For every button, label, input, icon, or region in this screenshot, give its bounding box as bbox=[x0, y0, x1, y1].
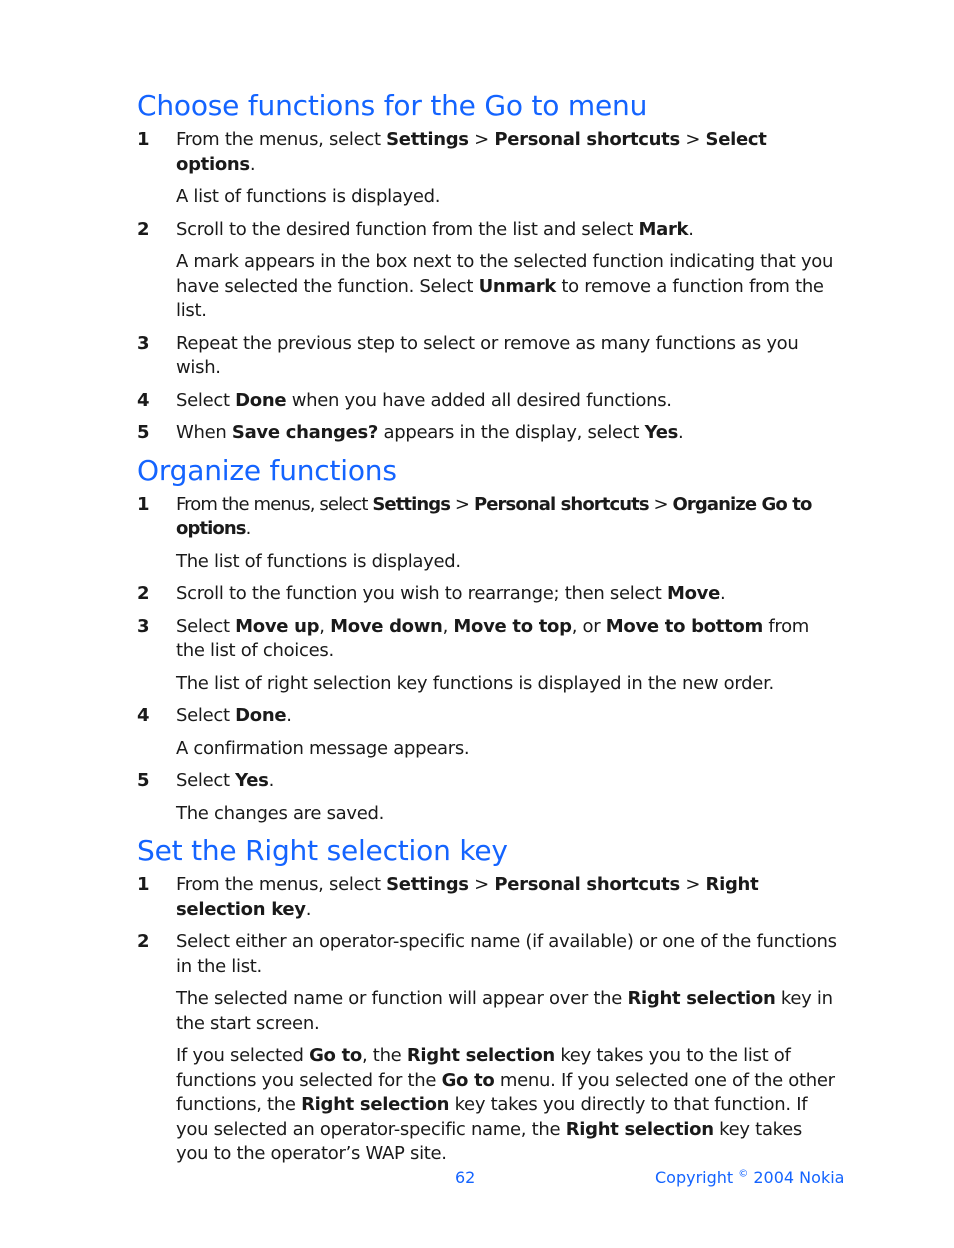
step-item bbox=[137, 128, 837, 177]
step-item bbox=[137, 493, 837, 542]
step-text: , bbox=[442, 615, 454, 637]
menu-term: Done bbox=[235, 389, 287, 411]
step-text: Scroll to the function you wish to rearrange; then select bbox=[176, 583, 667, 604]
menu-term: Move to bottom bbox=[605, 615, 763, 637]
step-number: 4 bbox=[137, 389, 150, 411]
step-number: 2 bbox=[137, 583, 150, 604]
step-text: From the menus, select bbox=[176, 129, 387, 150]
step-text: Scroll to the desired function from the list and select bbox=[176, 218, 639, 240]
step-text: > bbox=[450, 493, 474, 515]
menu-term: Organize Go to options bbox=[176, 493, 812, 539]
step-note: The changes are saved. bbox=[176, 802, 385, 824]
step-number: 2 bbox=[137, 218, 150, 240]
note-text: to remove a function from the list. bbox=[176, 275, 824, 321]
step-text: . bbox=[245, 518, 251, 539]
step-text: , bbox=[319, 615, 331, 637]
step-text: appears in the display, select bbox=[378, 422, 645, 443]
step-number: 1 bbox=[137, 493, 149, 515]
step-text: When bbox=[176, 422, 232, 443]
step-text: > bbox=[679, 874, 706, 895]
menu-term: Done bbox=[235, 705, 287, 726]
step-text: . bbox=[249, 153, 256, 175]
note-text: If you selected bbox=[176, 1045, 310, 1066]
note-text: key takes you directly to that function. If you selected an operator-specific name, the bbox=[176, 1094, 808, 1140]
note-text: key takes you to the list of functions you selected for the bbox=[176, 1045, 791, 1091]
menu-term: Yes bbox=[644, 422, 679, 443]
note-text: key takes you to the operator’s WAP site. bbox=[176, 1118, 803, 1164]
step-item bbox=[137, 332, 837, 381]
step-number: 3 bbox=[137, 332, 150, 354]
menu-term: Right selection bbox=[406, 1045, 555, 1066]
step-text: From the menus, select bbox=[176, 493, 373, 515]
step-number: 5 bbox=[137, 422, 150, 443]
step-note bbox=[137, 987, 837, 1036]
menu-term: Move down bbox=[330, 615, 443, 637]
step-item bbox=[137, 769, 837, 794]
step-text: Select either an operator-specific name (if available) or one of the functions in the list. bbox=[176, 931, 837, 977]
menu-term: Settings bbox=[386, 874, 469, 895]
menu-term: Right selection bbox=[565, 1118, 714, 1140]
document-body bbox=[137, 88, 837, 1167]
menu-term: Personal shortcuts bbox=[494, 129, 680, 150]
step-text: . bbox=[678, 422, 684, 443]
step-text: > bbox=[468, 874, 495, 895]
step-note bbox=[137, 1044, 837, 1167]
step-note: A list of functions is displayed. bbox=[176, 186, 441, 207]
section-go-to-menu bbox=[137, 88, 837, 446]
section-heading: Organize functions bbox=[137, 453, 397, 487]
step-number: 3 bbox=[137, 615, 150, 637]
note-text: The selected name or function will appear over the bbox=[176, 988, 628, 1009]
step-number: 2 bbox=[137, 931, 150, 952]
menu-term: Save changes? bbox=[231, 422, 379, 443]
page-number: 62 bbox=[455, 1168, 476, 1187]
step-text: > bbox=[679, 129, 706, 150]
note-text: menu. If you selected one of the other functions, the bbox=[176, 1069, 835, 1115]
menu-term: Settings bbox=[386, 129, 469, 150]
step-item bbox=[137, 218, 837, 243]
step-text: . bbox=[720, 583, 726, 604]
step-item bbox=[137, 421, 837, 446]
step-note: A confirmation message appears. bbox=[176, 737, 470, 759]
menu-term: Settings bbox=[372, 493, 451, 515]
note-text: , the bbox=[361, 1045, 407, 1066]
copyright-label: Copyright bbox=[655, 1168, 734, 1187]
step-note: The list of functions is displayed. bbox=[176, 550, 461, 572]
menu-term: Right selection bbox=[627, 988, 776, 1009]
step-text: Select bbox=[176, 705, 236, 726]
menu-term: Yes bbox=[235, 770, 269, 791]
step-text: > bbox=[468, 129, 495, 150]
step-text: . bbox=[286, 705, 292, 726]
menu-term: Select options bbox=[176, 129, 767, 175]
step-item bbox=[137, 930, 837, 979]
section-right-selection-key bbox=[137, 833, 837, 1167]
note-text: key in the start screen. bbox=[176, 988, 833, 1034]
step-number: 5 bbox=[137, 770, 150, 791]
step-text: Repeat the previous step to select or remove as many functions as you wish. bbox=[176, 332, 799, 378]
step-text: from the list of choices. bbox=[176, 615, 810, 661]
step-number: 1 bbox=[137, 874, 150, 895]
step-item bbox=[137, 704, 837, 729]
step-note bbox=[137, 250, 837, 324]
step-text: From the menus, select bbox=[176, 874, 387, 895]
menu-term: Right selection key bbox=[176, 874, 759, 920]
section-heading: Choose functions for the Go to menu bbox=[137, 89, 648, 122]
step-text: , or bbox=[571, 615, 606, 637]
step-item bbox=[137, 873, 837, 922]
step-item bbox=[137, 389, 837, 414]
menu-term: Mark bbox=[638, 218, 689, 240]
step-text: Select bbox=[176, 770, 236, 791]
step-text: > bbox=[648, 493, 673, 515]
menu-term: Right selection bbox=[301, 1094, 450, 1115]
menu-term: Move bbox=[666, 583, 721, 604]
menu-term: Move to top bbox=[453, 615, 572, 637]
menu-term: Go to bbox=[441, 1069, 495, 1091]
menu-term: Personal shortcuts bbox=[473, 493, 649, 515]
section-heading: Set the Right selection key bbox=[137, 834, 508, 867]
copyright-symbol: © bbox=[738, 1168, 749, 1180]
menu-term: Move up bbox=[235, 615, 320, 637]
section-organize-functions bbox=[137, 453, 837, 827]
step-text: when you have added all desired functions. bbox=[286, 389, 672, 411]
step-text: . bbox=[688, 218, 694, 240]
step-text: . bbox=[305, 898, 312, 920]
note-text: A mark appears in the box next to the selected function indicating that you have selected the function. Select bbox=[176, 251, 834, 297]
step-note: The list of right selection key functions is displayed in the new order. bbox=[176, 672, 774, 694]
copyright-year-company: 2004 Nokia bbox=[753, 1168, 845, 1187]
step-text: Select bbox=[176, 389, 236, 411]
step-number: 1 bbox=[137, 129, 150, 150]
step-text: Select bbox=[176, 615, 236, 637]
copyright-notice bbox=[655, 1168, 844, 1187]
step-item bbox=[137, 615, 837, 664]
step-text: . bbox=[268, 770, 274, 791]
menu-term: Unmark bbox=[478, 275, 556, 297]
menu-term: Personal shortcuts bbox=[494, 874, 680, 895]
step-number: 4 bbox=[137, 705, 150, 726]
menu-term: Go to bbox=[309, 1045, 362, 1066]
step-item bbox=[137, 582, 837, 607]
